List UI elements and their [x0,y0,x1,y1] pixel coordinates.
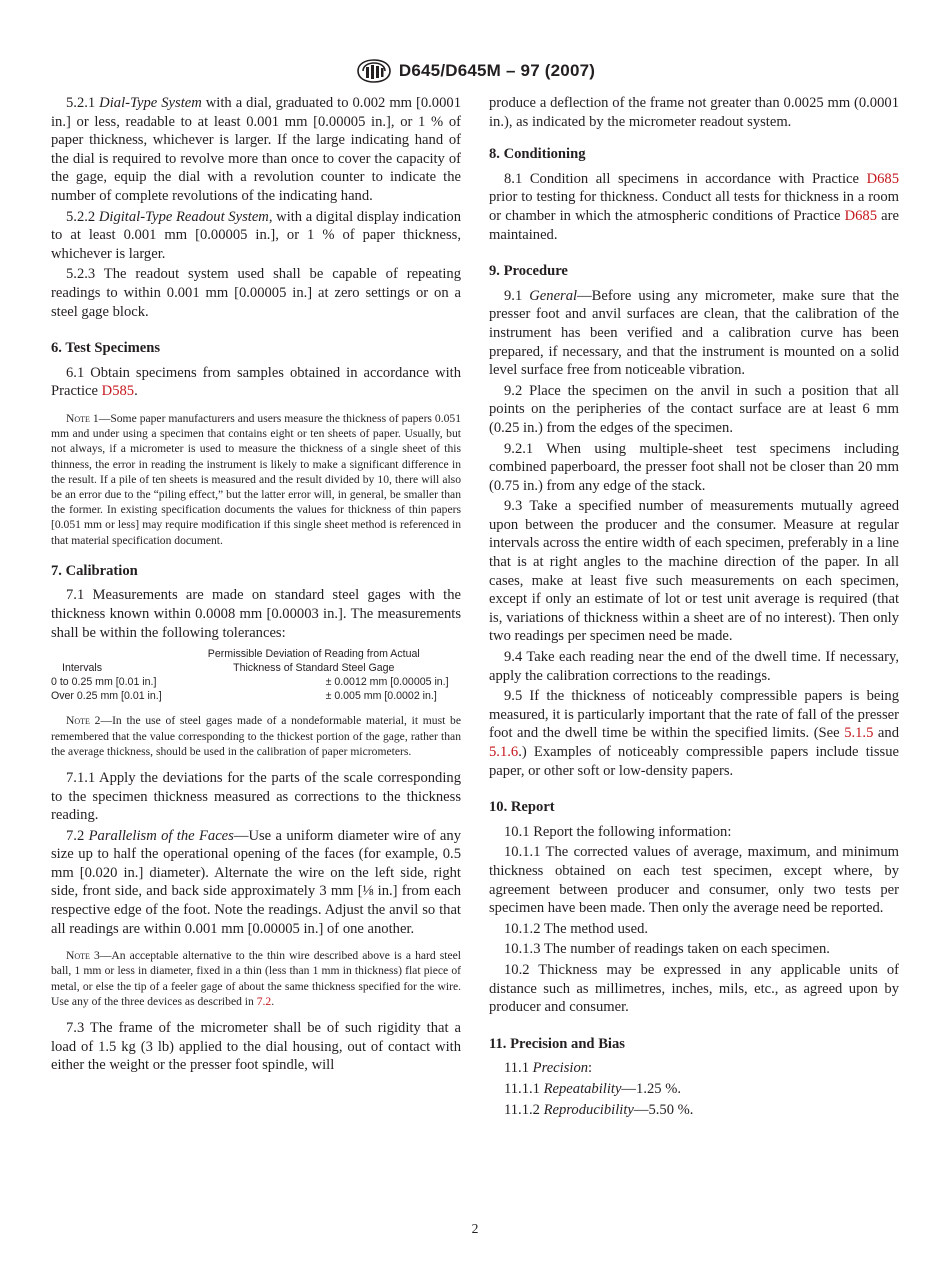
link-d685[interactable]: D685 [866,170,899,187]
link-5-1-6[interactable]: 5.1.6 [489,744,519,760]
link-d685[interactable]: D685 [844,207,878,224]
right-column [489,94,899,1121]
link-5-1-5[interactable]: 5.1.5 [844,725,874,742]
table-row: Over 0.25 mm [0.01 in.] ± 0.005 mm [0.0002 in.] [51,689,437,702]
paragraph-7-1-1: 7.1.1 Apply the deviations for the parts of the scale corresponding to the specimen thickness measured as corrections to the thickness reading. [51,769,461,824]
paragraph-10-1-1: 10.1.1 The corrected values of average, maximum, and minimum thickness obtained on each test specimen, except where, by agreement between producer and consumer, only two tests per specimen have been made. Then only the average need be reported. [489,844,899,917]
page-header [0,58,950,89]
section-heading-conditioning: 8. Conditioning [489,146,586,163]
page-number: 2 [471,1221,479,1236]
paragraph-9-5: 9.5 If the thickness of noticeably compressible papers is being measured, it is particularly important that the rate of fall of the presser foot and the dwell time be within the specified limits. (See 5.1.5 and 5.1.6.) Examples of noticeably compressible papers include tissue paper, or other soft or low-density papers. [489,688,899,779]
section-heading-precision-and-bias: 11. Precision and Bias [489,1035,625,1052]
section-heading-test-specimens: 6. Test Specimens [51,340,161,357]
paragraph-7-3: 7.3 The frame of the micrometer shall be of such rigidity that a load of 1.5 kg (3 lb) applied to the dial housing, out of contact with either the weight or the presser foot spindle, will [51,1020,461,1074]
paragraph-9-3: 9.3 Take a specified number of measurements mutually agreed upon between the producer and the consumer. Measure at regular intervals across the entire width of each specimen, preferably in a line that is at right angles to the machine direction of the paper. In all cases, make at least five such measurements on each specimen, except if only an estimate of lot or test unit average is required (that is, variations of thickness within a sheet are of no interest). Then only two readings per specimen need be made. [489,498,899,645]
paragraph-6-1: 6.1 Obtain specimens from samples obtained in accordance with Practice D585. [51,364,461,400]
note-2: Note 2—In the use of steel gages made of a nondeformable material, it must be remembered that the value corresponding to the thickest portion of the gage, rather than the average thickness, should be used in the calibration of paper micrometers. [51,714,461,758]
paragraph-7-2: 7.2 Parallelism of the Faces—Use a uniform diameter wire of any size up to half the operational opening of the faces (for example, 0.5 mm [0.020 in.] diameter). Alternate the wire on the left side, right side, front side, and back side approximately 3 mm [⅛ in.] from each respective edge of the foot. Note the readings. Adjust the anvil so that all readings are within 0.001 mm [0.00005 in.] of one another. [51,827,462,937]
paragraph-7-3-continued: produce a deflection of the frame not greater than 0.0025 mm (0.0001 in.), as indicated by the micrometer readout system. [489,95,899,130]
paragraph-8-1: 8.1 Condition all specimens in accordance with Practice D685 prior to testing for thickness. Conduct all tests for thickness in a room or chamber in which the atmospheric conditions of Practice D685 are maintained. [489,170,899,243]
paragraph-7-1: 7.1 Measurements are made on standard steel gages with the thickness known within 0.0008 mm [0.00003 in.]. The measurements shall be within the following tolerances: [51,587,461,641]
table-row: 0 to 0.25 mm [0.01 in.] ± 0.0012 mm [0.00005 in.] [51,675,449,688]
section-heading-procedure: 9. Procedure [489,263,568,280]
paragraph-5-2-2: 5.2.2 Digital-Type Readout System, with a digital display indication to at least 0.001 mm [0.00005 in.], or 1 % of paper thickness, whichever is larger. [51,208,462,262]
paragraph-9-4: 9.4 Take each reading near the end of the dwell time. If necessary, apply the calibration corrections to the readings. [489,649,899,684]
paragraph-9-1: 9.1 General—Before using any micrometer, make sure that the presser foot and anvil surfaces are clean, that the calibration of the instrument has been verified and a calibration curve has been prepared, if necessary, and that the instrument is mounted on a solid level surface free from noticeable vibration. [489,287,899,379]
note-1: Note 1—Some paper manufacturers and users measure the thickness of papers 0.051 mm and under using a specimen that contains eight or ten sheets of paper. Usually, but not always, if a micrometer is used to measure the thickness of a single sheet of this thinness, the error in reading the instrument is likely to make a significant difference in the result. If a pile of ten sheets is measured and the result divided by 10, there will also be an error due to the “piling effect,” but the latter error will, in general, be smaller than the former. In existing specification documents the values for thickness of thin papers [0.051 mm or less] may require modification if this single sheet method is referenced in that material specification document. [51,411,462,547]
tolerance-table [51,648,461,703]
paragraph-10-1-2: 10.1.2 The method used. [504,920,649,937]
section-heading-report: 10. Report [489,799,555,816]
paragraph-10-1-3: 10.1.3 The number of readings taken on each specimen. [504,941,830,958]
paragraph-9-2: 9.2 Place the specimen on the anvil in such a position that all points on the peripheries of the contact surface are at least 6 mm (0.25 in.) from the edges of the specimen. [489,382,899,436]
paragraph-10-2: 10.2 Thickness may be expressed in any applicable units of distance such as millimetres, inches, mils, etc., as agreed upon by producer and consumer. [489,961,899,1016]
paragraph-5-2-1: 5.2.1 Dial-Type System with a dial, graduated to 0.002 mm [0.0001 in.] or less, readable to at least 0.001 mm [0.00005 in.], or 1 % of paper thickness, whichever is larger. If the large indicating hand of the dial is required to revolve more than once to cover the capacity of the gage, equip the dial with a revolution counter to indicate the number of complete revolutions of the indicating hand. [51,95,461,204]
paragraph-5-2-3: 5.2.3 The readout system used shall be capable of repeating readings to within 0.001 mm [0.00005 in.] at zero settings or on a steel gage block. [51,266,461,320]
paragraph-10-1: 10.1 Report the following information: [504,823,732,840]
note-3: Note 3—An acceptable alternative to the thin wire described above is a hard steel ball, 1 mm or less in diameter, fixed in a thin (less than 1 mm in thickness) flat piece of metal, or else the tip of a feeler gage of about the same thickness specified for the wire. Use any of the three devices as described in 7.2. [51,949,461,1008]
left-column [51,94,461,1077]
paragraph-11-1-1: 11.1.1 Repeatability—1.25 %. [504,1080,682,1097]
link-d585[interactable]: D585 [101,383,135,400]
section-heading-calibration: 7. Calibration [51,562,138,579]
paragraph-11-1-2: 11.1.2 Reproducibility—5.50 %. [504,1101,694,1118]
link-7-2[interactable]: 7.2 [256,994,272,1008]
table-header-intervals: Intervals [62,661,103,674]
document-id: D645/D645M – 97 (2007) [398,61,596,80]
paragraph-9-2-1: 9.2.1 When using multiple-sheet test specimens including combined paperboard, the presser foot shall not be closer than 20 mm (0.75 in.) from any edge of the stack. [489,440,899,494]
paragraph-11-1: 11.1 Precision: [504,1060,593,1077]
astm-logo-icon [355,58,393,84]
table-header-deviation: Permissible Deviation of Reading from Actual Thickness of Standard Steel Gage [207,648,420,674]
